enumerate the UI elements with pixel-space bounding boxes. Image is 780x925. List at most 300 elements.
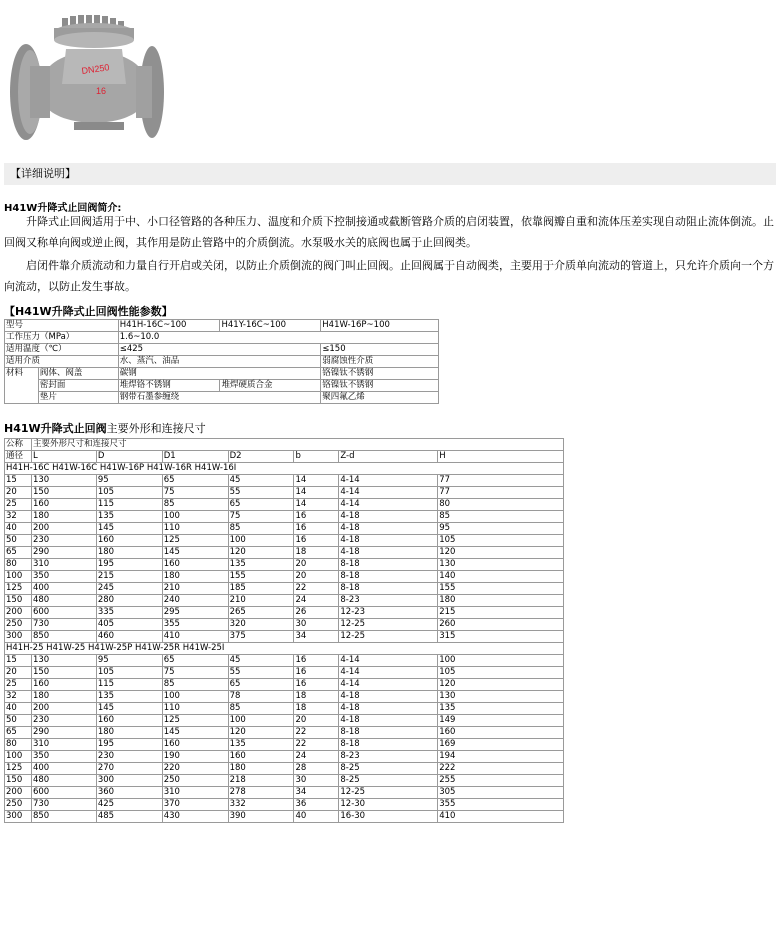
table-cell: 4-14	[339, 655, 438, 667]
table-cell: 355	[438, 799, 564, 811]
table-cell: 310	[31, 739, 96, 751]
table-cell: H41Y-16C~100	[220, 320, 321, 332]
table-cell: 215	[438, 607, 564, 619]
table-cell: 145	[96, 703, 162, 715]
table-row	[5, 703, 564, 715]
table-cell: 160	[162, 559, 228, 571]
table-cell: 4-18	[339, 715, 438, 727]
column-header: L	[31, 451, 96, 463]
table-cell: 125	[5, 583, 32, 595]
table-cell: 425	[96, 799, 162, 811]
table-cell: 15	[5, 475, 32, 487]
table-row	[5, 643, 564, 655]
table-cell: 160	[31, 679, 96, 691]
table-cell: 80	[5, 559, 32, 571]
table-cell: 16	[294, 511, 339, 523]
table-cell: 8-25	[339, 763, 438, 775]
table-cell: 375	[228, 631, 294, 643]
table-cell: 155	[228, 571, 294, 583]
flange-marking: DN250	[80, 62, 111, 76]
dim-table-title-rest: 主要外形和连接尺寸	[106, 422, 206, 435]
table-cell: 20	[5, 667, 32, 679]
table-row	[5, 727, 564, 739]
table-cell: 垫片	[38, 392, 118, 404]
table-cell: 149	[438, 715, 564, 727]
table-cell: 45	[228, 655, 294, 667]
table-row	[5, 523, 564, 535]
table-cell: 18	[294, 703, 339, 715]
table-cell: 16	[294, 679, 339, 691]
table-cell: 250	[5, 619, 32, 631]
table-cell: 8-18	[339, 559, 438, 571]
table-cell: 332	[228, 799, 294, 811]
table-cell: 24	[294, 751, 339, 763]
table-cell: 405	[96, 619, 162, 631]
table-cell: 210	[228, 595, 294, 607]
table-cell: 390	[228, 811, 294, 823]
table-cell: 80	[438, 499, 564, 511]
table-cell: 290	[31, 727, 96, 739]
table-row	[5, 811, 564, 823]
table-cell: 铬镍钛不锈钢	[321, 380, 439, 392]
table-cell: 型号	[5, 320, 119, 332]
table-cell: 30	[294, 619, 339, 631]
table-cell: 135	[96, 511, 162, 523]
table-cell: 65	[5, 547, 32, 559]
table-cell: 28	[294, 763, 339, 775]
table-cell: 4-14	[339, 487, 438, 499]
table-cell: 密封面	[38, 380, 118, 392]
table-cell: 100	[228, 715, 294, 727]
table-cell: 280	[96, 595, 162, 607]
table-cell: 115	[96, 499, 162, 511]
table-cell: 95	[96, 655, 162, 667]
table-cell: 130	[438, 559, 564, 571]
table-row	[5, 547, 564, 559]
table-cell: 195	[96, 559, 162, 571]
table-row	[5, 344, 439, 356]
table-cell: 195	[96, 739, 162, 751]
table-cell: 145	[96, 523, 162, 535]
table-cell: 850	[31, 631, 96, 643]
table-cell: 85	[162, 499, 228, 511]
table-cell: 12-30	[339, 799, 438, 811]
table-cell: 18	[294, 547, 339, 559]
table-cell: 77	[438, 475, 564, 487]
details-header: 【详细说明】	[4, 163, 776, 185]
table-cell: 360	[96, 787, 162, 799]
table-cell: 485	[96, 811, 162, 823]
table-cell: 95	[438, 523, 564, 535]
table-cell: 730	[31, 619, 96, 631]
table-cell: 230	[31, 715, 96, 727]
table-cell: 215	[96, 571, 162, 583]
table-cell: 75	[228, 511, 294, 523]
table-cell: 370	[162, 799, 228, 811]
table-cell: 8-18	[339, 571, 438, 583]
table-cell: 850	[31, 811, 96, 823]
table-cell: 铬镍钛不锈钢	[321, 368, 439, 380]
table-cell: 75	[162, 487, 228, 499]
table-cell: 300	[5, 811, 32, 823]
table-cell: 265	[228, 607, 294, 619]
table-cell: 78	[228, 691, 294, 703]
table-cell: 180	[31, 511, 96, 523]
table-cell: 240	[162, 595, 228, 607]
table-cell: 36	[294, 799, 339, 811]
table-cell: 180	[31, 691, 96, 703]
table-cell: 85	[228, 523, 294, 535]
table-cell: 16	[294, 667, 339, 679]
table-cell: 355	[162, 619, 228, 631]
body-marking: 16	[96, 86, 107, 96]
table-cell: 150	[5, 775, 32, 787]
dimension-table	[4, 438, 564, 823]
table-cell: 335	[96, 607, 162, 619]
table-row	[5, 583, 564, 595]
column-header: H	[438, 451, 564, 463]
table-cell: 80	[5, 739, 32, 751]
table-cell: 100	[162, 691, 228, 703]
table-cell: 16-30	[339, 811, 438, 823]
table-cell: 55	[228, 667, 294, 679]
table-cell: 20	[294, 571, 339, 583]
table-row	[5, 763, 564, 775]
table-cell: 155	[438, 583, 564, 595]
table-row	[5, 571, 564, 583]
table-cell: 4-14	[339, 475, 438, 487]
table-cell: 材料	[5, 368, 39, 404]
table-cell: 105	[438, 667, 564, 679]
table-cell: 105	[96, 487, 162, 499]
table-cell: 125	[5, 763, 32, 775]
table-cell: 250	[5, 799, 32, 811]
table-cell: 480	[31, 595, 96, 607]
table-cell: 弱腐蚀性介质	[321, 356, 439, 368]
table-cell: 295	[162, 607, 228, 619]
table-cell: 4-14	[339, 667, 438, 679]
table-cell: 85	[438, 511, 564, 523]
table-cell: 320	[228, 619, 294, 631]
table-cell: 200	[31, 523, 96, 535]
table-row	[5, 595, 564, 607]
table-cell: 230	[31, 535, 96, 547]
table-row	[5, 439, 564, 451]
table-cell: 105	[96, 667, 162, 679]
table-cell: 180	[96, 727, 162, 739]
table-cell: 115	[96, 679, 162, 691]
table-row	[5, 356, 439, 368]
table-cell: 220	[162, 763, 228, 775]
intro-subtitle: H41W升降式止回阀简介:	[4, 203, 122, 214]
table-cell: 4-18	[339, 703, 438, 715]
table-cell: 150	[31, 667, 96, 679]
table-cell: 4-18	[339, 511, 438, 523]
table-cell: 50	[5, 535, 32, 547]
table-cell: 工作压力（MPa）	[5, 332, 119, 344]
column-header: Z-d	[339, 451, 438, 463]
table-cell: 公称	[5, 439, 32, 451]
table-cell: 8-25	[339, 775, 438, 787]
table-cell: ≤425	[118, 344, 321, 356]
table-row	[5, 392, 439, 404]
table-row	[5, 631, 564, 643]
table-row	[5, 739, 564, 751]
table-cell: 218	[228, 775, 294, 787]
table-cell: 120	[438, 679, 564, 691]
table-cell: 8-23	[339, 751, 438, 763]
table-cell: 400	[31, 583, 96, 595]
table-cell: 255	[438, 775, 564, 787]
table-cell: 180	[438, 595, 564, 607]
table-cell: 25	[5, 679, 32, 691]
table-cell: 20	[294, 715, 339, 727]
table-cell: 410	[438, 811, 564, 823]
table-cell: 4-18	[339, 523, 438, 535]
table-cell: 245	[96, 583, 162, 595]
column-header: D	[96, 451, 162, 463]
table-cell: 145	[162, 727, 228, 739]
table-row	[5, 332, 439, 344]
table-cell: 169	[438, 739, 564, 751]
table-cell: 16	[294, 523, 339, 535]
table-cell: 45	[228, 475, 294, 487]
table-row	[5, 320, 439, 332]
table-row	[5, 667, 564, 679]
table-row	[5, 799, 564, 811]
table-cell: 145	[162, 547, 228, 559]
table-cell: 120	[228, 727, 294, 739]
table-cell: 190	[162, 751, 228, 763]
table-cell: 350	[31, 571, 96, 583]
table-cell: 65	[162, 475, 228, 487]
table-row	[5, 368, 439, 380]
table-cell: 310	[162, 787, 228, 799]
table-cell: 15	[5, 655, 32, 667]
table-cell: 22	[294, 727, 339, 739]
table-cell: 315	[438, 631, 564, 643]
table-row	[5, 487, 564, 499]
table-cell: 12-25	[339, 787, 438, 799]
table-row	[5, 787, 564, 799]
table-cell: 100	[5, 751, 32, 763]
column-header: D1	[162, 451, 228, 463]
table-cell: 18	[294, 691, 339, 703]
table-cell: 600	[31, 607, 96, 619]
table-cell: 85	[162, 679, 228, 691]
table-cell: 310	[31, 559, 96, 571]
table-cell: 25	[5, 499, 32, 511]
table-row	[5, 559, 564, 571]
table-cell: 430	[162, 811, 228, 823]
table-cell: 8-18	[339, 739, 438, 751]
table-cell: 100	[438, 655, 564, 667]
dim-table-title	[4, 420, 206, 436]
table-cell: 180	[96, 547, 162, 559]
table-row	[5, 679, 564, 691]
table-cell: 135	[96, 691, 162, 703]
table-cell: 阀体、阀盖	[38, 368, 118, 380]
table-cell: 主要外形尺寸和连接尺寸	[31, 439, 563, 451]
table-cell: 堆焊硬质合金	[220, 380, 321, 392]
table-cell: 160	[96, 535, 162, 547]
table-cell: 194	[438, 751, 564, 763]
table-cell: H41H-16C~100	[118, 320, 220, 332]
table-cell: 钢带石墨参缠绕	[118, 392, 321, 404]
table-cell: 20	[294, 559, 339, 571]
table-cell: 碳钢	[118, 368, 321, 380]
table-cell: 160	[228, 751, 294, 763]
table-cell: 230	[96, 751, 162, 763]
table-row	[5, 475, 564, 487]
table-cell: 150	[5, 595, 32, 607]
table-cell: 105	[438, 535, 564, 547]
table-row	[5, 775, 564, 787]
table-cell: 100	[162, 511, 228, 523]
table-cell: 聚四氟乙烯	[321, 392, 439, 404]
dim-table-title-bold: H41W升降式止回阀	[4, 422, 107, 435]
intro-paragraph-2: 启闭件靠介质流动和力量自行开启或关闭，以防止介质倒流的阀门叫止回阀。止回阀属于自动阀类，主要用于介质单向流动的管道上，只允许介质向一个方向流动，以防止发生事故。	[4, 259, 774, 293]
table-cell: 14	[294, 475, 339, 487]
table-cell: 410	[162, 631, 228, 643]
table-cell: 16	[294, 655, 339, 667]
table-cell: 100	[5, 571, 32, 583]
table-cell: 160	[438, 727, 564, 739]
table-row	[5, 451, 564, 463]
table-cell: 278	[228, 787, 294, 799]
table-cell: 200	[5, 607, 32, 619]
table-cell: 16	[294, 535, 339, 547]
table-cell: 110	[162, 703, 228, 715]
table-cell: 160	[162, 739, 228, 751]
table-cell: 适用温度（℃）	[5, 344, 119, 356]
table-cell: 65	[228, 499, 294, 511]
table-cell: 适用介质	[5, 356, 119, 368]
table-cell: 40	[294, 811, 339, 823]
table-cell: 290	[31, 547, 96, 559]
table-row	[5, 655, 564, 667]
table-row	[5, 535, 564, 547]
table-cell: 125	[162, 715, 228, 727]
table-cell: 26	[294, 607, 339, 619]
table-cell: 260	[438, 619, 564, 631]
table-cell: 水、蒸汽、油品	[118, 356, 321, 368]
table-cell: 250	[162, 775, 228, 787]
table-cell: 120	[438, 547, 564, 559]
table-cell: 通径	[5, 451, 32, 463]
table-cell: 65	[5, 727, 32, 739]
table-row	[5, 619, 564, 631]
table-cell: 1.6~10.0	[118, 332, 438, 344]
table-row	[5, 511, 564, 523]
table-cell: 65	[162, 655, 228, 667]
table-cell: 85	[228, 703, 294, 715]
table-cell: 12-25	[339, 631, 438, 643]
table-row	[5, 751, 564, 763]
table-cell: 12-23	[339, 607, 438, 619]
table-row	[5, 463, 564, 475]
table-cell: 32	[5, 511, 32, 523]
perf-table-title: 【H41W升降式止回阀性能参数】	[4, 305, 173, 318]
table-cell: 22	[294, 583, 339, 595]
table-cell: 4-18	[339, 691, 438, 703]
performance-table	[4, 319, 439, 404]
table-cell: 8-18	[339, 727, 438, 739]
table-cell: 20	[5, 487, 32, 499]
table-cell: 4-18	[339, 535, 438, 547]
table-cell: 730	[31, 799, 96, 811]
table-cell: 110	[162, 523, 228, 535]
group-label: H41H-25 H41W-25 H41W-25P H41W-25R H41W-25I	[5, 643, 564, 655]
table-cell: 180	[228, 763, 294, 775]
table-cell: H41W-16P~100	[321, 320, 439, 332]
group-label: H41H-16C H41W-16C H41W-16P H41W-16R H41W-16I	[5, 463, 564, 475]
table-cell: 40	[5, 703, 32, 715]
table-row	[5, 715, 564, 727]
table-cell: 185	[228, 583, 294, 595]
table-cell: 135	[228, 559, 294, 571]
table-cell: 32	[5, 691, 32, 703]
table-cell: 600	[31, 787, 96, 799]
table-cell: 180	[162, 571, 228, 583]
table-cell: 350	[31, 751, 96, 763]
table-cell: 160	[31, 499, 96, 511]
column-header: D2	[228, 451, 294, 463]
table-cell: 30	[294, 775, 339, 787]
table-cell: 77	[438, 487, 564, 499]
table-cell: 135	[438, 703, 564, 715]
check-valve-photo	[4, 4, 164, 154]
table-cell: 120	[228, 547, 294, 559]
table-row	[5, 499, 564, 511]
table-cell: 14	[294, 499, 339, 511]
table-cell: 270	[96, 763, 162, 775]
table-row	[5, 380, 439, 392]
table-cell: 200	[5, 787, 32, 799]
table-cell: 305	[438, 787, 564, 799]
table-cell: 4-18	[339, 547, 438, 559]
table-cell: 95	[96, 475, 162, 487]
table-cell: 24	[294, 595, 339, 607]
column-header: b	[294, 451, 339, 463]
table-cell: 75	[162, 667, 228, 679]
table-cell: 300	[96, 775, 162, 787]
table-cell: 400	[31, 763, 96, 775]
table-cell: 125	[162, 535, 228, 547]
table-cell: 130	[31, 655, 96, 667]
table-cell: 22	[294, 739, 339, 751]
table-cell: 55	[228, 487, 294, 499]
table-cell: 300	[5, 631, 32, 643]
table-cell: 4-14	[339, 499, 438, 511]
table-cell: 210	[162, 583, 228, 595]
table-cell: 12-25	[339, 619, 438, 631]
table-cell: 14	[294, 487, 339, 499]
table-cell: 8-18	[339, 583, 438, 595]
table-cell: 100	[228, 535, 294, 547]
table-cell: 160	[96, 715, 162, 727]
table-row	[5, 607, 564, 619]
table-cell: 130	[438, 691, 564, 703]
table-cell: 40	[5, 523, 32, 535]
table-cell: 50	[5, 715, 32, 727]
table-cell: 8-23	[339, 595, 438, 607]
table-cell: 135	[228, 739, 294, 751]
table-cell: 460	[96, 631, 162, 643]
table-row	[5, 691, 564, 703]
table-cell: 140	[438, 571, 564, 583]
intro-paragraph-1: 升降式止回阀适用于中、小口径管路的各种压力、温度和介质下控制接通或截断管路介质的启闭装置，依靠阀瓣自重和流体压差实现自动阻止流体倒流。止回阀又称单向阀或逆止阀，其作用是防止管路中的介质倒流。水泵吸水关的底阀也属于止回阀类。	[4, 215, 774, 249]
